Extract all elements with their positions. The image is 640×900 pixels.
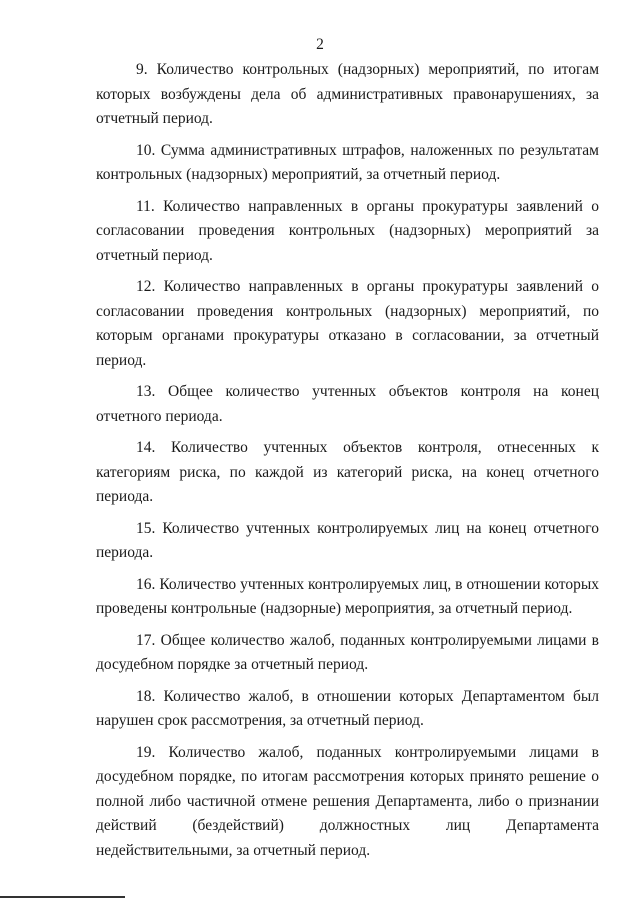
list-item-10: 10. Сумма административных штрафов, наложенных по результатам контрольных (надзорных) мероприятий, за отчетный период.: [96, 141, 599, 183]
list-item-15: 15. Количество учтенных контролируемых лиц на конец отчетного периода.: [96, 519, 599, 561]
list-item-11: 11. Количество направленных в органы прокуратуры заявлений о согласовании проведения контрольных (надзорных) мероприятий за отчетный период.: [96, 197, 599, 264]
footer-rule: [0, 896, 125, 898]
page-number: 2: [316, 36, 324, 53]
list-item-9: 9. Количество контрольных (надзорных) мероприятий, по итогам которых возбуждены дела об административных правонарушениях, за отчетный период.: [96, 61, 599, 127]
list-item-12: 12. Количество направленных в органы прокуратуры заявлений о согласовании проведения контрольных (надзорных) мероприятий, по которым органами прокуратуры отказано в согласовании, за отчетный период.: [96, 278, 599, 369]
list-item-13: 13. Общее количество учтенных объектов контроля на конец отчетного периода.: [96, 383, 599, 425]
list-item-19: 19. Количество жалоб, поданных контролируемыми лицами в досудебном порядке, по итогам рассмотрения которых принято решение о полной либо частичной отмене решения Департамента, либо о признании действий (бездействий) должностных лиц Департамента недействительными, за отчетный период.: [96, 743, 599, 859]
list-item-17: 17. Общее количество жалоб, поданных контролируемыми лицами в досудебном порядке за отчетный период.: [96, 631, 599, 673]
document-body: [96, 58, 599, 870]
list-item-16: 16. Количество учтенных контролируемых лиц, в отношении которых проведены контрольные (надзорные) мероприятия, за отчетный период.: [96, 575, 599, 617]
list-item-14: 14. Количество учтенных объектов контроля, отнесенных к категориям риска, по каждой из категорий риска, на конец отчетного периода.: [96, 439, 599, 505]
list-item-18: 18. Количество жалоб, в отношении которых Департаментом был нарушен срок рассмотрения, за отчетный период.: [96, 687, 599, 729]
